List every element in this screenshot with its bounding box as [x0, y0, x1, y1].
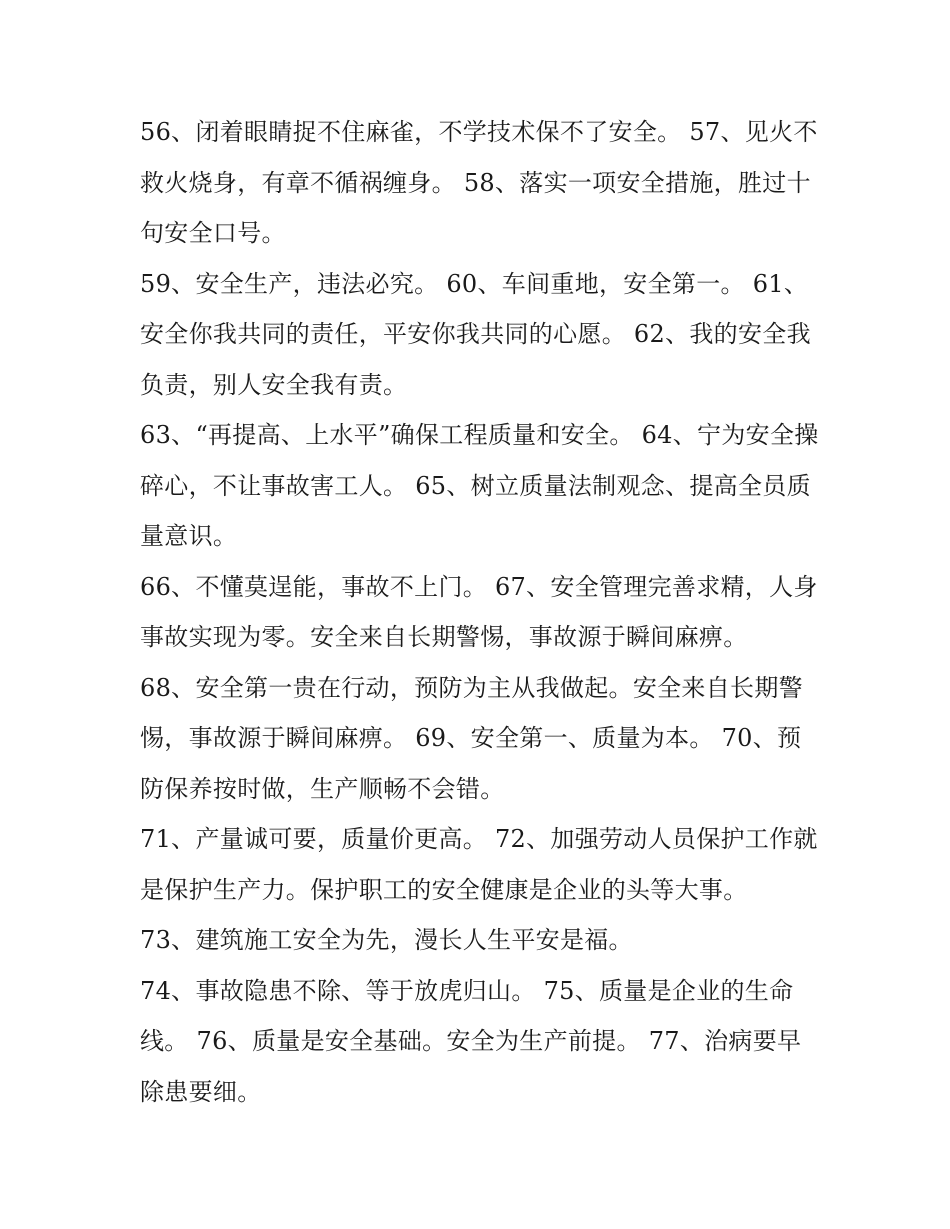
paragraph-68-70: 68、安全第一贵在行动，预防为主从我做起。安全来自长期警惕，事故源于瞬间麻痹。 69、安全第一、质量为本。 70、预防保养按时做，生产顺畅不会错。 [140, 673, 803, 803]
document-body [140, 107, 820, 1117]
paragraph-56-58: 56、闭着眼睛捉不住麻雀，不学技术保不了安全。 57、见火不救火烧身，有章不循祸缠身。 58、落实一项安全措施，胜过十句安全口号。 [140, 118, 818, 247]
paragraph-73: 73、建筑施工安全为先，漫长人生平安是福。 [140, 926, 633, 954]
paragraph-74-77: 74、事故隐患不除、等于放虎归山。 75、质量是企业的生命线。 76、质量是安全基础。安全为生产前提。 77、治病要早除患要细。 [140, 976, 802, 1106]
paragraph-66-67: 66、不懂莫逞能，事故不上门。 67、安全管理完善求精，人身事故实现为零。安全来自长期警惕，事故源于瞬间麻痹。 [140, 572, 818, 651]
paragraph-63-65: 63、“再提高、上水平”确保工程质量和安全。 64、宁为安全操碎心，不让事故害工人。 65、树立质量法制观念、提高全员质量意识。 [140, 421, 819, 550]
paragraph-71-72: 71、产量诚可要，质量价更高。 72、加强劳动人员保护工作就是保护生产力。保护职工的安全健康是企业的头等大事。 [140, 825, 818, 904]
paragraph-59-62: 59、安全生产，违法必究。 60、车间重地，安全第一。 61、安全你我共同的责任，平安你我共同的心愿。 62、我的安全我负责，别人安全我有责。 [140, 269, 811, 399]
